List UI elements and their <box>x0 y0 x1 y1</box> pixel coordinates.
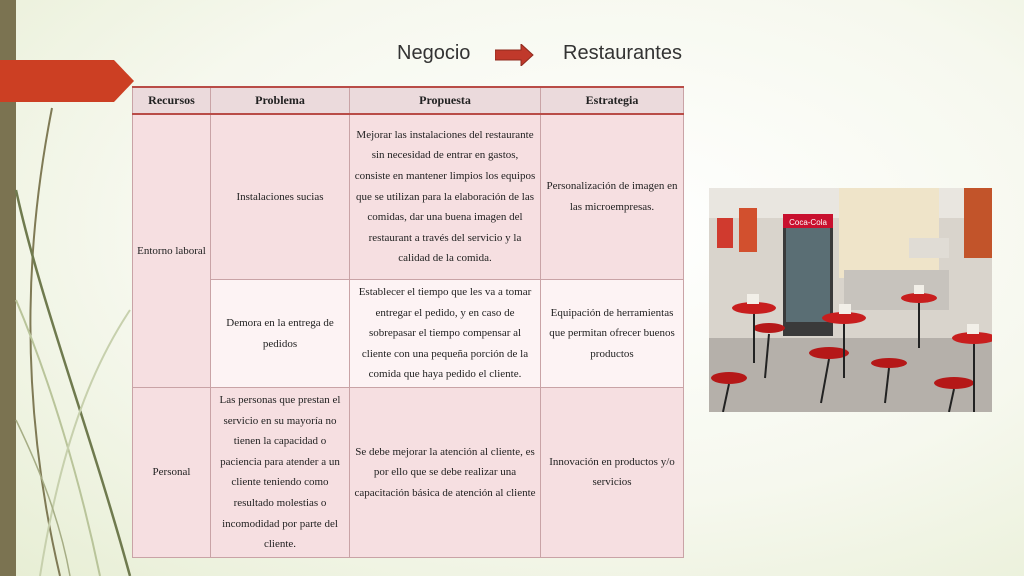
header-problema: Problema <box>211 87 350 114</box>
photo-sign-text: Coca-Cola <box>789 218 827 227</box>
table-row <box>133 280 684 388</box>
cell-problema: Instalaciones sucias <box>211 114 350 280</box>
title-restaurantes: Restaurantes <box>563 42 682 64</box>
table-row <box>133 388 684 558</box>
cell-propuesta: Se debe mejorar la atención al cliente, es por ello que se debe realizar una capacitación básica de atención al cliente <box>350 388 541 558</box>
header-estrategia: Estrategia <box>541 87 684 114</box>
table-row <box>133 114 684 280</box>
header-propuesta: Propuesta <box>350 87 541 114</box>
table-header-row <box>133 87 684 114</box>
right-arrow-icon <box>495 44 535 66</box>
title-negocio: Negocio <box>397 42 471 64</box>
cell-estrategia: Innovación en productos y/o servicios <box>541 388 684 558</box>
cell-recurso: Entorno laboral <box>133 114 211 388</box>
cell-problema: Las personas que prestan el servicio en su mayoría no tienen la capacidad o paciencia para atender a un cliente teniendo como resultado molestias o incomodidad por parte del cliente. <box>211 388 350 558</box>
slide-title <box>397 42 697 68</box>
cell-estrategia: Personalización de imagen en las microempresas. <box>541 114 684 280</box>
cell-recurso: Personal <box>133 388 211 558</box>
red-tab-marker <box>0 60 134 102</box>
cell-problema: Demora en la entrega de pedidos <box>211 280 350 388</box>
strategy-table <box>132 86 684 558</box>
cell-estrategia: Equipación de herramientas que permitan ofrecer buenos productos <box>541 280 684 388</box>
header-recursos: Recursos <box>133 87 211 114</box>
restaurant-photo <box>709 188 992 412</box>
cell-propuesta: Establecer el tiempo que les va a tomar entregar el pedido, y en caso de sobrepasar el tiempo compensar al cliente con una pequeña porción de la comida que haya pedido el cliente. <box>350 280 541 388</box>
cell-propuesta: Mejorar las instalaciones del restaurante sin necesidad de entrar en gastos, consiste en mantener limpios los equipos que se utilizan para la elaboración de las comidas, dar una buena imagen del restaurant a través del servicio y la calidad de la comida. <box>350 114 541 280</box>
